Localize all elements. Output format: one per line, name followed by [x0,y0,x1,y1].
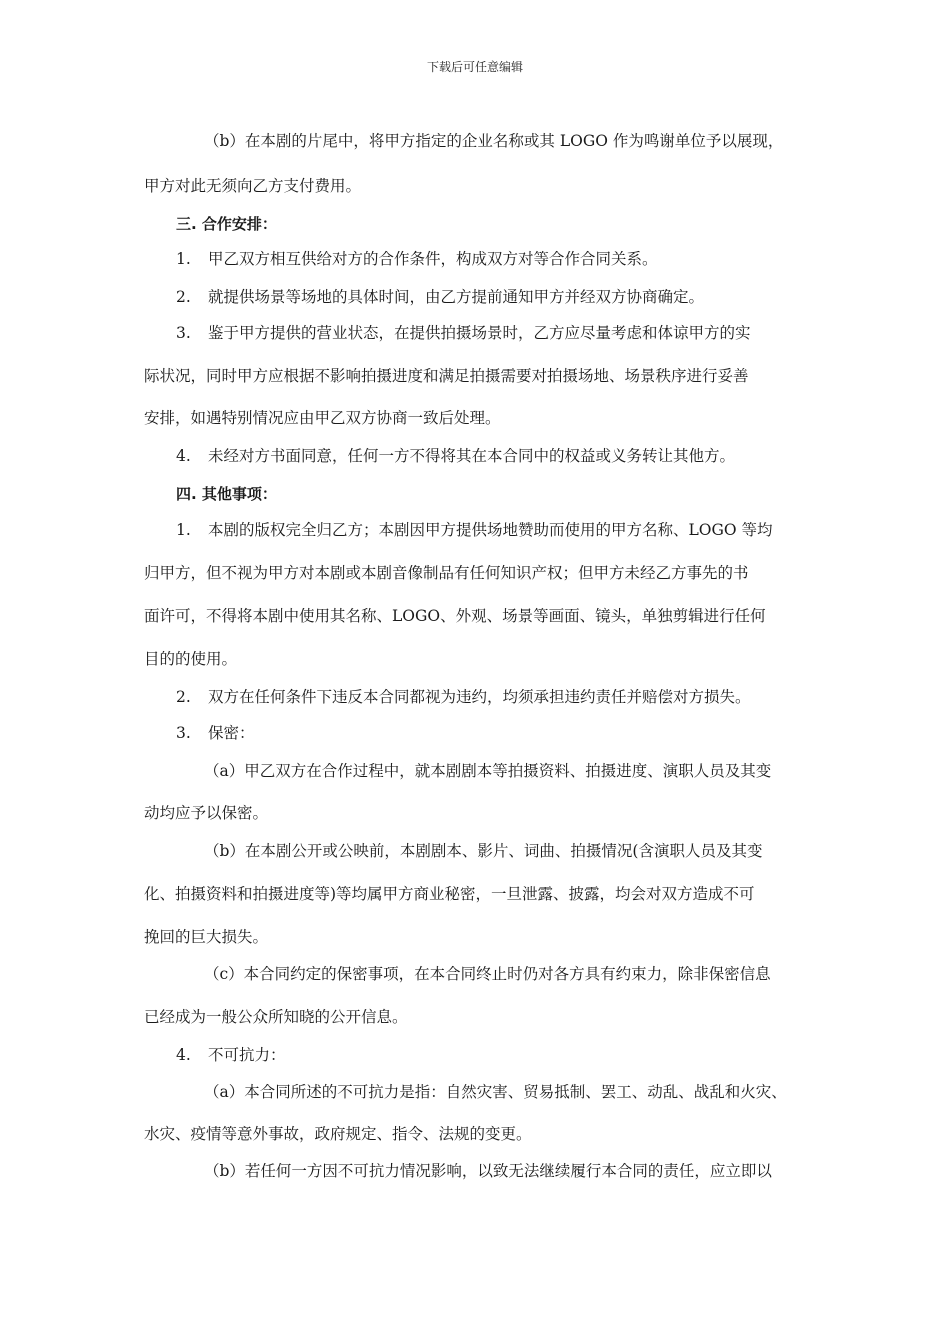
item-3-1 [176,249,658,269]
clause-4-4-a-line-2: 水灾、疫情等意外事故，政府规定、指令、法规的变更。 [144,1125,532,1143]
clause-b-line-2: 甲方对此无须向乙方支付费用。 [144,177,362,195]
item-text: 未经对方书面同意，任何一方不得将其在本合同中的权益或义务转让其他方。 [208,447,736,465]
item-4-2 [176,687,751,707]
item-text: 鉴于甲方提供的营业状态，在提供拍摄场景时，乙方应尽量考虑和体谅甲方的实 [208,324,751,342]
clause-4-3-b-line-2: 化、拍摄资料和拍摄进度等)等均属甲方商业秘密，一旦泄露、披露，均会对双方造成不可 [144,885,755,903]
item-number: 2. [176,288,191,306]
item-4-4 [176,1045,286,1065]
item-3-3 [176,323,751,343]
clause-4-3-a-line-1: （a）甲乙双方在合作过程中，就本剧剧本等拍摄资料、拍摄进度、演职人员及其变 [204,762,772,780]
item-text: 不可抗力： [208,1046,286,1064]
clause-4-3-b-line-3: 挽回的巨大损失。 [144,928,269,946]
item-text: 保密： [208,724,255,742]
clause-4-3-a-line-2: 动均应予以保密。 [144,804,269,822]
clause-4-3-c-line-2: 已经成为一般公众所知晓的公开信息。 [144,1008,408,1026]
clause-b-line-1: （b）在本剧的片尾中，将甲方指定的企业名称或其 LOGO 作为鸣谢单位予以展现， [204,132,784,150]
item-4-3 [176,723,255,743]
item-4-1-cont-1: 归甲方，但不视为甲方对本剧或本剧音像制品有任何知识产权；但甲方未经乙方事先的书 [144,564,749,582]
item-4-1-cont-2: 面许可，不得将本剧中使用其名称、LOGO、外观、场景等画面、镜头，单独剪辑进行任何 [144,607,766,625]
item-3-2 [176,287,704,307]
item-text: 本剧的版权完全归乙方；本剧因甲方提供场地赞助而使用的甲方名称、LOGO 等均 [208,521,773,539]
section-heading-4: 四. 其他事项： [176,485,277,503]
item-4-1-cont-3: 目的的使用。 [144,650,238,668]
item-3-3-cont-1: 际状况，同时甲方应根据不影响拍摄进度和满足拍摄需要对拍摄场地、场景秩序进行妥善 [144,367,749,385]
section-heading-3: 三. 合作安排： [176,215,277,233]
item-3-3-cont-2: 安排，如遇特别情况应由甲乙双方协商一致后处理。 [144,409,501,427]
item-number: 3. [176,724,191,742]
item-number: 1. [176,250,191,268]
clause-4-3-c-line-1: （c）本合同约定的保密事项，在本合同终止时仍对各方具有约束力，除非保密信息 [204,965,771,983]
item-text: 就提供场景等场地的具体时间，由乙方提前通知甲方并经双方协商确定。 [208,288,705,306]
item-number: 1. [176,521,191,539]
clause-4-3-b-line-1: （b）在本剧公开或公映前，本剧剧本、影片、词曲、拍摄情况(含演职人员及其变 [204,842,763,860]
page-header: 下载后可任意编辑 [426,60,523,74]
item-number: 3. [176,324,191,342]
item-3-4 [176,446,735,466]
item-number: 4. [176,1046,191,1064]
clause-4-4-b-line-1: （b）若任何一方因不可抗力情况影响，以致无法继续履行本合同的责任，应立即以 [204,1162,772,1180]
item-number: 2. [176,688,191,706]
item-number: 4. [176,447,191,465]
clause-4-4-a-line-1: （a）本合同所述的不可抗力是指：自然灾害、贸易抵制、罢工、动乱、战乱和火灾、 [204,1083,787,1101]
item-text: 双方在任何条件下违反本合同都视为违约，均须承担违约责任并赔偿对方损失。 [208,688,751,706]
item-4-1 [176,520,773,540]
item-text: 甲乙双方相互供给对方的合作条件，构成双方对等合作合同关系。 [208,250,658,268]
